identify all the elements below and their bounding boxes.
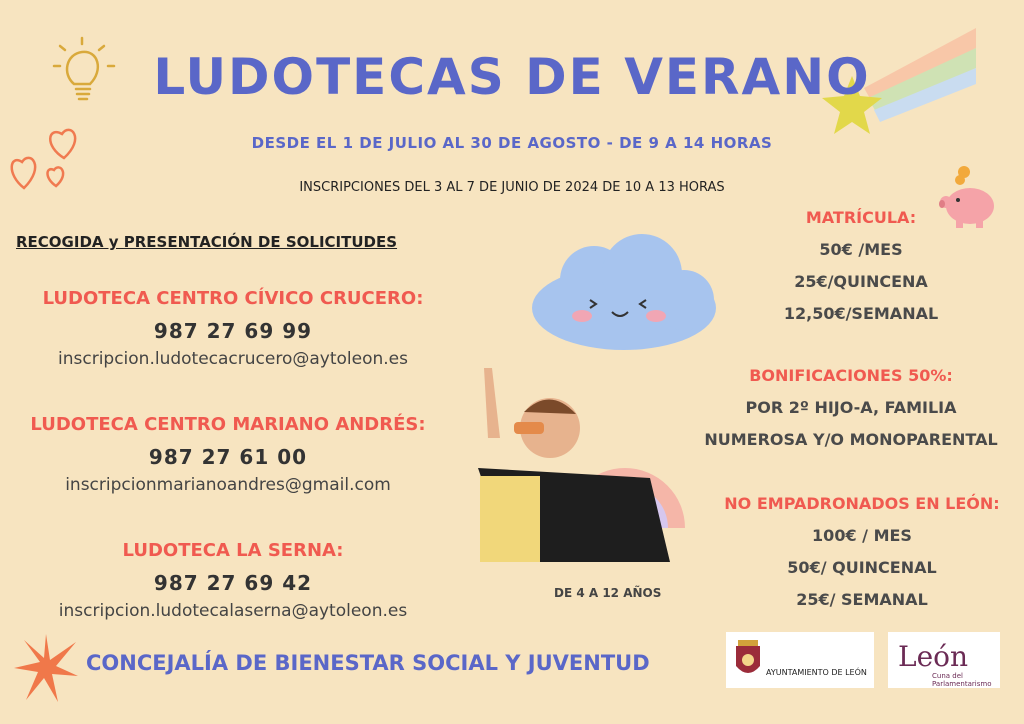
leon-logo bbox=[888, 632, 1000, 688]
center-phone: 987 27 69 99 bbox=[153, 319, 313, 343]
child-photo bbox=[470, 368, 670, 562]
no-empadronados-heading: NO EMPADRONADOS EN LEÓN: bbox=[724, 494, 1000, 513]
center-phone: 987 27 69 42 bbox=[153, 571, 313, 595]
price-line: 50€ /MES bbox=[819, 240, 903, 259]
star-burst-icon bbox=[12, 632, 80, 704]
center-crucero bbox=[0, 288, 466, 369]
center-email[interactable]: inscripcion.ludotecacrucero@aytoleon.es bbox=[58, 349, 408, 369]
page-title: LUDOTECAS DE VERANO bbox=[153, 48, 871, 106]
ayuntamiento-logo bbox=[726, 632, 874, 688]
price-line: 50€/ QUINCENAL bbox=[787, 558, 937, 577]
center-name: LUDOTECA CENTRO CÍVICO CRUCERO: bbox=[42, 288, 424, 309]
center-email[interactable]: inscripcionmarianoandres@gmail.com bbox=[65, 475, 391, 495]
center-la-serna bbox=[0, 540, 466, 621]
bonificaciones-heading: BONIFICACIONES 50%: bbox=[749, 366, 953, 385]
dates-subtitle: DESDE EL 1 DE JULIO AL 30 DE AGOSTO - DE 9 A 14 HORAS bbox=[251, 134, 773, 152]
center-email[interactable]: inscripcion.ludotecalaserna@aytoleon.es bbox=[58, 601, 408, 621]
matricula-block bbox=[696, 202, 1024, 330]
center-name: LUDOTECA LA SERNA: bbox=[122, 540, 344, 561]
no-empadronados-block bbox=[700, 488, 1024, 616]
center-phone: 987 27 61 00 bbox=[148, 445, 308, 469]
price-line: 100€ / MES bbox=[812, 526, 912, 545]
center-mariano-andres bbox=[0, 414, 456, 495]
ayuntamiento-label: AYUNTAMIENTO DE LEÓN bbox=[766, 668, 867, 677]
bonus-line: POR 2º HIJO-A, FAMILIA bbox=[745, 398, 957, 417]
pickup-heading: RECOGIDA y PRESENTACIÓN DE SOLICITUDES bbox=[16, 233, 398, 251]
coat-of-arms-icon bbox=[734, 640, 762, 680]
price-line: 12,50€/SEMANAL bbox=[783, 304, 939, 323]
matricula-heading: MATRÍCULA: bbox=[805, 208, 917, 227]
price-line: 25€/ SEMANAL bbox=[796, 590, 928, 609]
leon-tagline: Cuna del Parlamentarismo bbox=[932, 672, 992, 688]
footer-department: CONCEJALÍA DE BIENESTAR SOCIAL Y JUVENTUD bbox=[86, 651, 650, 675]
price-line: 25€/QUINCENA bbox=[794, 272, 928, 291]
bonus-line: NUMEROSA Y/O MONOPARENTAL bbox=[704, 430, 998, 449]
leon-wordmark: León bbox=[898, 640, 969, 673]
bonificaciones-block bbox=[676, 360, 1024, 456]
age-range: DE 4 A 12 AÑOS bbox=[554, 586, 662, 600]
inscriptions-text: INSCRIPCIONES DEL 3 AL 7 DE JUNIO DE 2024 DE 10 A 13 HORAS bbox=[299, 180, 725, 195]
center-name: LUDOTECA CENTRO MARIANO ANDRÉS: bbox=[30, 414, 426, 435]
cloud-image bbox=[524, 228, 724, 358]
